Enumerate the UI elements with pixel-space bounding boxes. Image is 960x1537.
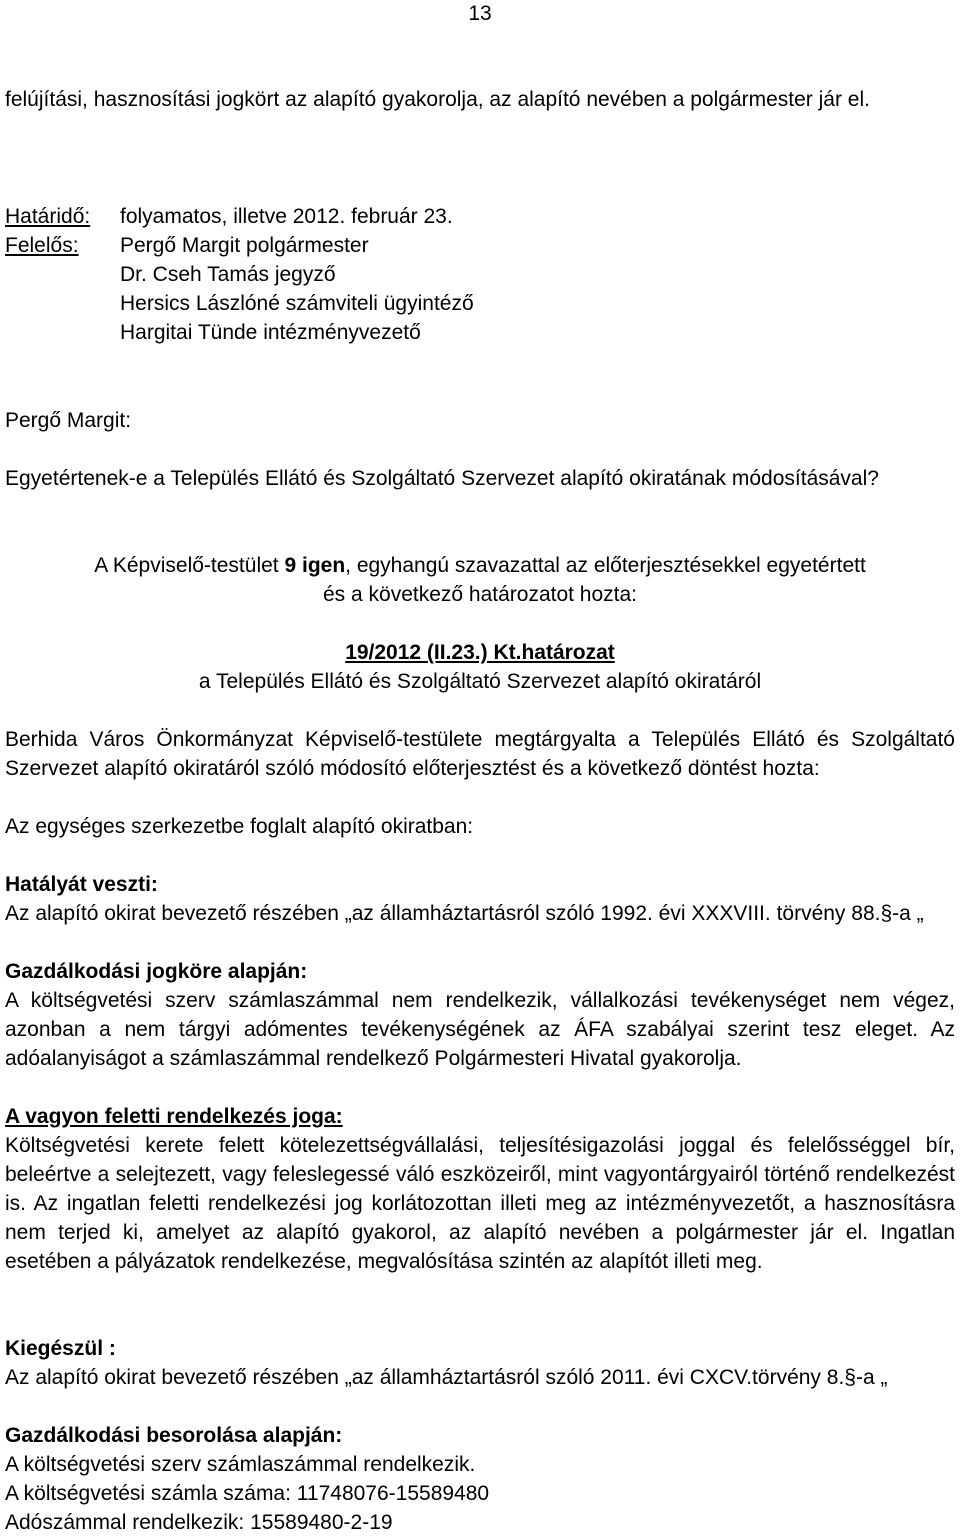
vote-count: 9 igen [284, 554, 346, 577]
vote-line: A Képviselő-testület 9 igen, egyhangú szavazattal az előterjesztésekkel egyetértett [94, 554, 866, 577]
supplement-text: Az alapító okirat bevezető részében „az államháztartásról szóló 2011. évi CXCV.törvény 8.§-a „ [5, 1366, 888, 1389]
responsible-label: Felelős: [5, 234, 79, 257]
classification-line: A költségvetési szerv számlaszámmal rendelkezik. [5, 1453, 476, 1476]
resolution-number: 19/2012 (II.23.) Kt.határozat [345, 641, 615, 664]
deadline-label: Határidő: [5, 205, 91, 228]
vote-statement [5, 551, 955, 609]
economic-heading: Gazdálkodási jogköre alapján: [5, 960, 308, 983]
responsibility-block [5, 202, 955, 347]
deadline-value: folyamatos, illetve 2012. február 23. [120, 205, 453, 228]
repealed-heading: Hatályát veszti: [5, 873, 158, 896]
question-paragraph: Egyetértenek-e a Település Ellátó és Szolgáltató Szervezet alapító okiratának módosításával? [5, 467, 879, 490]
responsible-person: Hargitai Tünde intézményvezető [120, 321, 421, 344]
page-number: 13 [468, 2, 492, 25]
responsible-person: Dr. Cseh Tamás jegyző [120, 263, 336, 286]
classification-line: A költségvetési számla száma: 11748076-15589480 [5, 1482, 490, 1505]
speaker-name: Pergő Margit: [5, 409, 132, 432]
intro-paragraph: felújítási, hasznosítási jogkört az alapító gyakorolja, az alapító nevében a polgármester jár el. [5, 88, 870, 111]
classification-line: Adószámmal rendelkezik: 15589480-2-19 [5, 1511, 393, 1534]
responsible-row [5, 231, 955, 260]
decision-paragraph: Berhida Város Önkormányzat Képviselő-testülete megtárgyalta a Település Ellátó és Szolgáltató Szervezet alapító okiratáról szóló módosító előterjesztést és a következő döntést hozta: [5, 728, 955, 780]
responsible-person: Hersics Lászlóné számviteli ügyintéző [120, 292, 474, 315]
responsible-person: Pergő Margit polgármester [120, 234, 369, 257]
resolution-subject: a Település Ellátó és Szolgáltató Szervezet alapító okiratáról [198, 670, 762, 693]
property-heading: A vagyon feletti rendelkezés joga: [5, 1105, 343, 1128]
structure-line: Az egységes szerkezetbe foglalt alapító okiratban: [5, 815, 474, 838]
vote-line-2: és a következő határozatot hozta: [322, 583, 638, 606]
deadline-row [5, 202, 955, 231]
property-text: Költségvetési kerete felett kötelezettségvállalási, teljesítésigazolási joggal és felelősséggel bír, beleértve a selejtezett, vagy feleslegessé váló eszközeiről, mint vagyontárgyairól történő rendelkezést is. Az ingatlan feletti rendelkezési jog korlátozottan illeti meg az intézményvezetőt, a hasznosításra nem terjed ki, amelyet az alapító gyakorol, az alapító nevében a polgármester jár el. Ingatlan esetében a pályázatok rendelkezése, megvalósítása szintén az alapítót illeti meg. [5, 1134, 955, 1273]
supplement-heading: Kiegészül : [5, 1337, 116, 1360]
repealed-text: Az alapító okirat bevezető részében „az államháztartásról szóló 1992. évi XXXVIII. törvény 88.§-a „ [5, 902, 924, 925]
classification-heading: Gazdálkodási besorolása alapján: [5, 1424, 343, 1447]
economic-text: A költségvetési szerv számlaszámmal nem rendelkezik, vállalkozási tevékenységet nem végez, azonban a nem tárgyi adómentes tevékenységének az ÁFA szabályai szerint tesz eleget. Az adóalanyiságot a számlaszámmal rendelkező Polgármesteri Hivatal gyakorolja. [5, 989, 955, 1070]
